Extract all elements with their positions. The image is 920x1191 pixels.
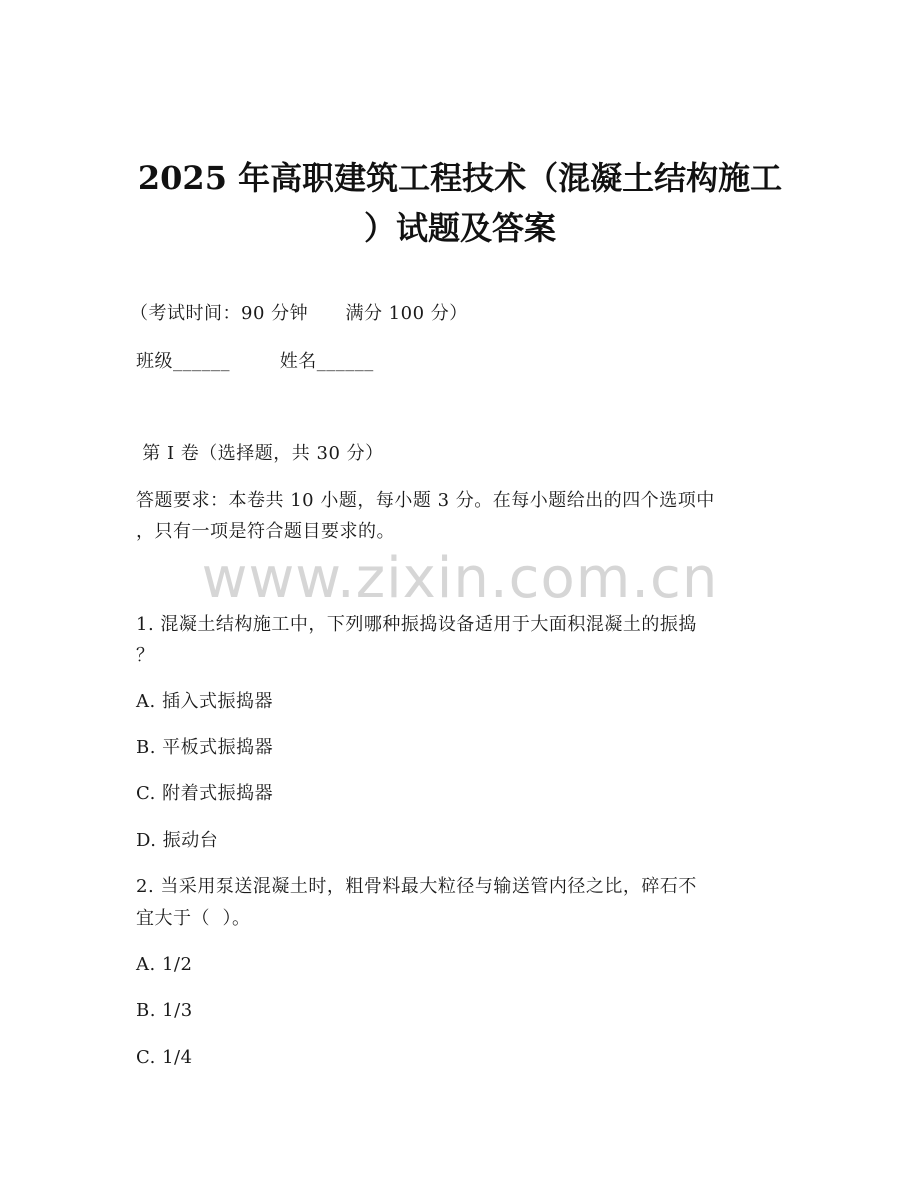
class-name-fields: 班级______ 姓名______: [136, 351, 374, 372]
question-1-stem-line-1: 1. 混凝土结构施工中，下列哪种振捣设备适用于大面积混凝土的振捣: [136, 614, 697, 635]
section-instructions-line-1: 答题要求：本卷共 10 小题，每小题 3 分。在每小题给出的四个选项中: [136, 490, 715, 511]
exam-time-score: （考试时间：90 分钟 满分 100 分）: [130, 303, 468, 324]
question-1-option-a: A. 插入式振捣器: [136, 691, 273, 712]
document-title-line-1: 2025 年高职建筑工程技术（混凝土结构施工: [137, 159, 783, 197]
document-title-line-2: ）试题及答案: [363, 209, 556, 247]
question-2-option-b: B. 1/3: [136, 1000, 193, 1021]
question-1-option-b: B. 平板式振捣器: [136, 737, 274, 758]
section-header: 第 I 卷（选择题，共 30 分）: [136, 443, 384, 464]
question-2-option-c: C. 1/4: [136, 1047, 193, 1068]
question-1-stem-line-2: ？: [136, 645, 155, 666]
question-1-option-c: C. 附着式振捣器: [136, 783, 274, 804]
question-2-option-a: A. 1/2: [136, 954, 193, 975]
question-2-stem-line-2: 宜大于（ ）。: [136, 908, 251, 929]
section-instructions-line-2: ，只有一项是符合题目要求的。: [136, 521, 395, 542]
watermark: www.zixin.com.cn: [201, 546, 719, 611]
question-2-stem-line-1: 2. 当采用泵送混凝土时，粗骨料最大粒径与输送管内径之比，碎石不: [136, 876, 697, 897]
question-1-option-d: D. 振动台: [136, 830, 219, 851]
